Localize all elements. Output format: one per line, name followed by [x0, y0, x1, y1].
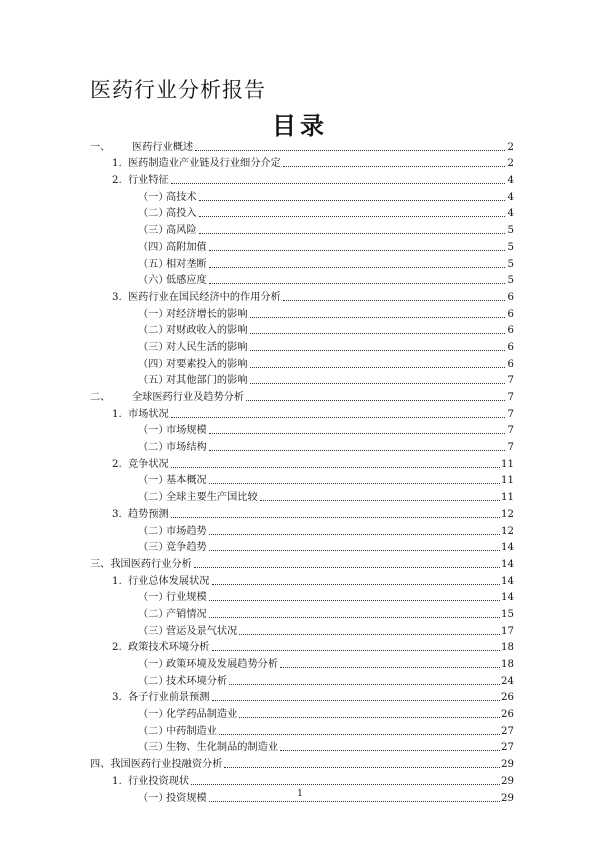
toc-entry[interactable]	[90, 504, 514, 521]
toc-dot-leader	[280, 667, 500, 668]
toc-entry-page: 6	[507, 358, 514, 370]
toc-entry-title: 市场规模	[166, 425, 207, 437]
toc-entry[interactable]	[90, 220, 514, 237]
toc-heading: 目录	[272, 111, 328, 140]
toc-entry-label	[138, 609, 208, 621]
toc-entry-title: 产销情况	[166, 608, 207, 620]
toc-entry-label	[112, 576, 211, 588]
toc-dot-leader	[209, 600, 500, 601]
toc-dot-leader	[209, 483, 500, 484]
toc-entry-number: （三）	[138, 742, 169, 754]
toc-entry-title: 投资规模	[166, 792, 207, 804]
toc-dot-leader	[250, 367, 506, 368]
toc-entry-title: 相对垄断	[166, 258, 207, 270]
toc-entry-title: 政策环境及发展趋势分析	[166, 659, 279, 670]
toc-entry-number: 1.	[112, 408, 122, 420]
toc-dot-leader	[250, 383, 506, 384]
toc-entry[interactable]	[90, 554, 514, 571]
toc-dot-leader	[209, 433, 505, 434]
toc-entry-number: （二）	[138, 725, 169, 737]
toc-entry-label	[112, 776, 190, 788]
toc-entry-number: 1.	[112, 158, 122, 170]
toc-entry[interactable]	[90, 287, 514, 304]
toc-entry[interactable]	[90, 671, 514, 688]
toc-dot-leader	[260, 500, 500, 501]
toc-entry-page: 7	[507, 442, 514, 454]
toc-entry-label	[138, 526, 208, 538]
toc-entry-title: 中药制造业	[166, 725, 217, 737]
toc-entry-label	[138, 242, 208, 254]
toc-entry-page: 12	[501, 525, 514, 537]
toc-entry-title: 化学药品制造业	[166, 709, 238, 721]
toc-dot-leader	[171, 467, 500, 468]
toc-entry-label	[90, 142, 194, 154]
toc-entry-number: 2.	[112, 175, 122, 187]
toc-entry-label	[138, 442, 208, 454]
toc-entry[interactable]	[90, 371, 514, 388]
toc-entry[interactable]	[90, 321, 514, 338]
toc-entry-label	[138, 208, 198, 220]
toc-entry[interactable]	[90, 771, 514, 788]
toc-entry-page: 26	[501, 709, 514, 721]
toc-entry-label	[112, 642, 211, 654]
toc-entry-label	[112, 158, 282, 170]
toc-entry-title: 行业总体发展状况	[128, 575, 210, 587]
toc-dot-leader	[239, 717, 500, 718]
toc-entry-number: （一）	[138, 308, 169, 320]
toc-entry-label	[138, 342, 249, 354]
toc-entry-number: （二）	[138, 675, 169, 687]
toc-entry-number: （一）	[138, 709, 169, 721]
toc-dot-leader	[212, 584, 501, 585]
toc-entry[interactable]	[90, 271, 514, 288]
toc-entry-title: 市场结构	[166, 442, 207, 454]
toc-entry-title: 对财政收入的影响	[166, 325, 248, 337]
toc-entry-title: 全球医药行业及趋势分析	[132, 392, 245, 403]
toc-entry-label	[138, 375, 249, 387]
toc-entry-number: 3.	[112, 508, 122, 520]
toc-entry-label	[112, 459, 170, 471]
toc-entry[interactable]	[90, 538, 514, 555]
toc-entry-number: （三）	[138, 542, 169, 554]
toc-dot-leader	[209, 283, 505, 284]
toc-entry[interactable]	[90, 487, 514, 504]
toc-entry-title: 行业特征	[128, 175, 169, 187]
toc-dot-leader	[283, 166, 505, 167]
toc-entry-label	[138, 475, 208, 487]
toc-entry[interactable]	[90, 437, 514, 454]
toc-entry-label	[90, 392, 245, 404]
toc-entry-title: 对人民生活的影响	[166, 341, 248, 353]
toc-entry-page: 14	[501, 558, 514, 570]
toc-entry-title: 市场趋势	[166, 525, 207, 537]
toc-dot-leader	[229, 684, 500, 685]
toc-entry[interactable]	[90, 404, 514, 421]
toc-entry-title: 医药行业在国民经济中的作用分析	[128, 291, 281, 303]
toc-entry-page: 14	[501, 542, 514, 554]
toc-entry[interactable]	[90, 588, 514, 605]
toc-dot-leader	[212, 650, 501, 651]
toc-entry-label	[138, 726, 218, 738]
toc-dot-leader	[199, 216, 505, 217]
toc-entry-number: （一）	[138, 659, 169, 670]
toc-entry-page: 2	[507, 158, 514, 170]
toc-entry-label	[112, 409, 170, 421]
toc-entry-title: 三、我国医药行业分析	[90, 558, 192, 570]
toc-entry[interactable]	[90, 237, 514, 254]
toc-entry-title: 高投入	[166, 208, 197, 220]
toc-entry-page: 29	[501, 759, 514, 771]
toc-dot-leader	[191, 784, 500, 785]
toc-entry-number: 2.	[112, 642, 122, 654]
toc-entry-label	[138, 659, 279, 671]
toc-entry-page: 15	[501, 608, 514, 620]
toc-entry-number: 1.	[112, 775, 122, 787]
toc-entry-label	[138, 492, 259, 504]
toc-entry[interactable]	[90, 387, 514, 404]
toc-entry-page: 7	[507, 425, 514, 437]
toc-dot-leader	[280, 750, 500, 751]
toc-entry[interactable]	[90, 204, 514, 221]
toc-dot-leader	[250, 317, 506, 318]
toc-entry-number: （一）	[138, 792, 169, 804]
toc-dot-leader	[250, 350, 506, 351]
toc-entry-label	[138, 275, 208, 287]
toc-entry-title: 低感应度	[166, 275, 207, 287]
toc-entry-number: （二）	[138, 325, 169, 337]
toc-entry-number: 二、	[90, 392, 111, 403]
toc-dot-leader	[219, 734, 500, 735]
toc-entry-title: 医药行业概述	[132, 141, 194, 153]
toc-entry-page: 5	[507, 258, 514, 270]
toc-entry-page: 17	[501, 625, 514, 637]
toc-entry-number: （三）	[138, 625, 169, 637]
toc-entry-title: 对其他部门的影响	[166, 375, 248, 387]
toc-entry-number: 2.	[112, 458, 122, 470]
toc-entry-label	[90, 559, 193, 571]
toc-entry-title: 高技术	[166, 191, 197, 203]
toc-entry-number: （五）	[138, 258, 169, 270]
toc-entry[interactable]	[90, 704, 514, 721]
toc-entry-page: 7	[507, 392, 514, 403]
toc-entry-page: 11	[501, 475, 514, 487]
table-of-contents	[90, 137, 514, 805]
toc-entry-number: （四）	[138, 358, 169, 370]
toc-entry-number: （二）	[138, 608, 169, 620]
toc-entry-page: 18	[501, 642, 514, 654]
toc-dot-leader	[209, 250, 505, 251]
toc-entry[interactable]	[90, 654, 514, 671]
toc-entry-label	[138, 325, 249, 337]
toc-entry-label	[112, 692, 211, 704]
toc-dot-leader	[194, 567, 500, 568]
toc-entry-number: （二）	[138, 442, 169, 454]
toc-entry-number: 一、	[90, 141, 111, 153]
toc-entry-title: 趋势预测	[128, 508, 169, 520]
toc-entry[interactable]	[90, 137, 514, 154]
toc-entry-label	[138, 709, 238, 721]
toc-dot-leader	[209, 550, 500, 551]
toc-entry-title: 四、我国医药行业投融资分析	[90, 759, 223, 771]
toc-entry-page: 6	[507, 308, 514, 320]
toc-entry-number: （二）	[138, 492, 169, 504]
toc-dot-leader	[283, 300, 505, 301]
toc-entry[interactable]	[90, 754, 514, 771]
toc-dot-leader	[246, 400, 505, 401]
toc-entry[interactable]	[90, 254, 514, 271]
toc-entry-title: 行业投资现状	[128, 775, 190, 787]
toc-entry-title: 营运及景气状况	[166, 625, 238, 637]
toc-entry-title: 竞争状况	[128, 458, 169, 470]
toc-dot-leader	[239, 634, 500, 635]
toc-entry[interactable]	[90, 170, 514, 187]
toc-dot-leader	[250, 333, 506, 334]
toc-entry[interactable]	[90, 354, 514, 371]
toc-entry[interactable]	[90, 738, 514, 755]
toc-entry-page: 5	[507, 275, 514, 287]
toc-entry-title: 高风险	[166, 225, 197, 237]
toc-entry-number: （一）	[138, 592, 169, 604]
toc-entry-number: （五）	[138, 375, 169, 387]
toc-entry-label	[138, 225, 198, 237]
toc-entry-number: （一）	[138, 191, 169, 203]
toc-entry-page: 6	[507, 341, 514, 353]
toc-entry[interactable]	[90, 471, 514, 488]
toc-entry-number: （一）	[138, 475, 169, 487]
toc-entry-page: 14	[501, 592, 514, 604]
toc-entry-page: 18	[501, 659, 514, 670]
toc-entry-page: 11	[501, 492, 514, 504]
toc-entry-label	[112, 509, 170, 521]
toc-entry[interactable]	[90, 187, 514, 204]
toc-entry-label	[90, 759, 223, 771]
toc-dot-leader	[199, 233, 505, 234]
toc-entry[interactable]	[90, 337, 514, 354]
toc-dot-leader	[209, 534, 500, 535]
toc-entry[interactable]	[90, 304, 514, 321]
toc-entry-number: （一）	[138, 425, 169, 437]
toc-dot-leader	[209, 617, 500, 618]
toc-entry-title: 对经济增长的影响	[166, 308, 248, 320]
toc-dot-leader	[209, 450, 505, 451]
toc-entry[interactable]	[90, 571, 514, 588]
toc-entry-page: 5	[507, 241, 514, 253]
toc-dot-leader	[171, 517, 500, 518]
toc-entry[interactable]	[90, 154, 514, 171]
toc-entry-page: 6	[507, 325, 514, 337]
toc-entry-title: 高附加值	[166, 241, 207, 253]
toc-dot-leader	[209, 801, 500, 802]
page-number: 1	[297, 789, 303, 799]
toc-dot-leader	[212, 700, 501, 701]
toc-entry-page: 26	[501, 692, 514, 704]
toc-entry-page: 29	[501, 792, 514, 804]
toc-entry-label	[138, 676, 228, 688]
toc-entry[interactable]	[90, 688, 514, 705]
toc-entry-page: 7	[507, 408, 514, 420]
toc-entry-page: 24	[501, 675, 514, 687]
toc-entry-page: 4	[507, 191, 514, 203]
toc-entry-number: （四）	[138, 241, 169, 253]
toc-entry-page: 27	[501, 742, 514, 754]
toc-entry-title: 政策技术环境分析	[128, 642, 210, 654]
toc-entry-title: 全球主要生产国比较	[166, 492, 258, 504]
toc-entry-label	[138, 259, 208, 271]
toc-entry-page: 14	[501, 575, 514, 587]
toc-entry-page: 5	[507, 225, 514, 237]
toc-entry[interactable]	[90, 721, 514, 738]
toc-entry-title: 各子行业前景预测	[128, 692, 210, 704]
toc-entry[interactable]	[90, 421, 514, 438]
toc-dot-leader	[171, 417, 505, 418]
toc-entry-title: 基本概况	[166, 475, 207, 487]
toc-entry-title: 生物、生化制品的制造业	[166, 742, 279, 754]
toc-entry-title: 对要素投入的影响	[166, 358, 248, 370]
toc-dot-leader	[209, 267, 505, 268]
toc-entry-page: 7	[507, 375, 514, 387]
toc-entry[interactable]	[90, 604, 514, 621]
toc-dot-leader	[171, 183, 505, 184]
toc-entry-title: 技术环境分析	[166, 675, 228, 687]
toc-dot-leader	[224, 767, 500, 768]
toc-entry-page: 4	[507, 208, 514, 220]
toc-entry-label	[138, 192, 198, 204]
toc-entry-page: 12	[501, 508, 514, 520]
toc-entry-title: 医药制造业产业链及行业细分介定	[128, 158, 281, 170]
toc-entry-number: （六）	[138, 275, 169, 287]
toc-entry-page: 27	[501, 725, 514, 737]
toc-entry-title: 行业规模	[166, 592, 207, 604]
toc-entry-label	[138, 592, 208, 604]
toc-entry-page: 2	[507, 141, 514, 153]
toc-entry-label	[112, 175, 170, 187]
toc-entry-number: 3.	[112, 291, 122, 303]
toc-entry-number: 1.	[112, 575, 122, 587]
toc-entry-label	[138, 742, 279, 754]
toc-entry-label	[138, 542, 208, 554]
toc-entry-page: 4	[507, 175, 514, 187]
toc-dot-leader	[195, 150, 505, 151]
toc-entry-number: （二）	[138, 525, 169, 537]
toc-entry[interactable]	[90, 521, 514, 538]
toc-entry-label	[138, 359, 249, 371]
toc-entry-number: 3.	[112, 692, 122, 704]
toc-entry-number: （三）	[138, 225, 169, 237]
toc-entry-page: 11	[501, 458, 514, 470]
toc-entry-label	[138, 309, 249, 321]
toc-entry-page: 29	[501, 775, 514, 787]
toc-entry-title: 市场状况	[128, 408, 169, 420]
toc-entry-number: （三）	[138, 341, 169, 353]
toc-entry[interactable]	[90, 621, 514, 638]
toc-entry-title: 竞争趋势	[166, 542, 207, 554]
toc-entry-number: （二）	[138, 208, 169, 220]
toc-entry-label	[138, 425, 208, 437]
toc-entry-page: 6	[507, 291, 514, 303]
toc-entry-label	[112, 292, 282, 304]
toc-entry-label	[138, 626, 238, 638]
document-title: 医药行业分析报告	[90, 78, 266, 102]
toc-entry[interactable]	[90, 638, 514, 655]
toc-entry[interactable]	[90, 454, 514, 471]
toc-dot-leader	[199, 200, 505, 201]
